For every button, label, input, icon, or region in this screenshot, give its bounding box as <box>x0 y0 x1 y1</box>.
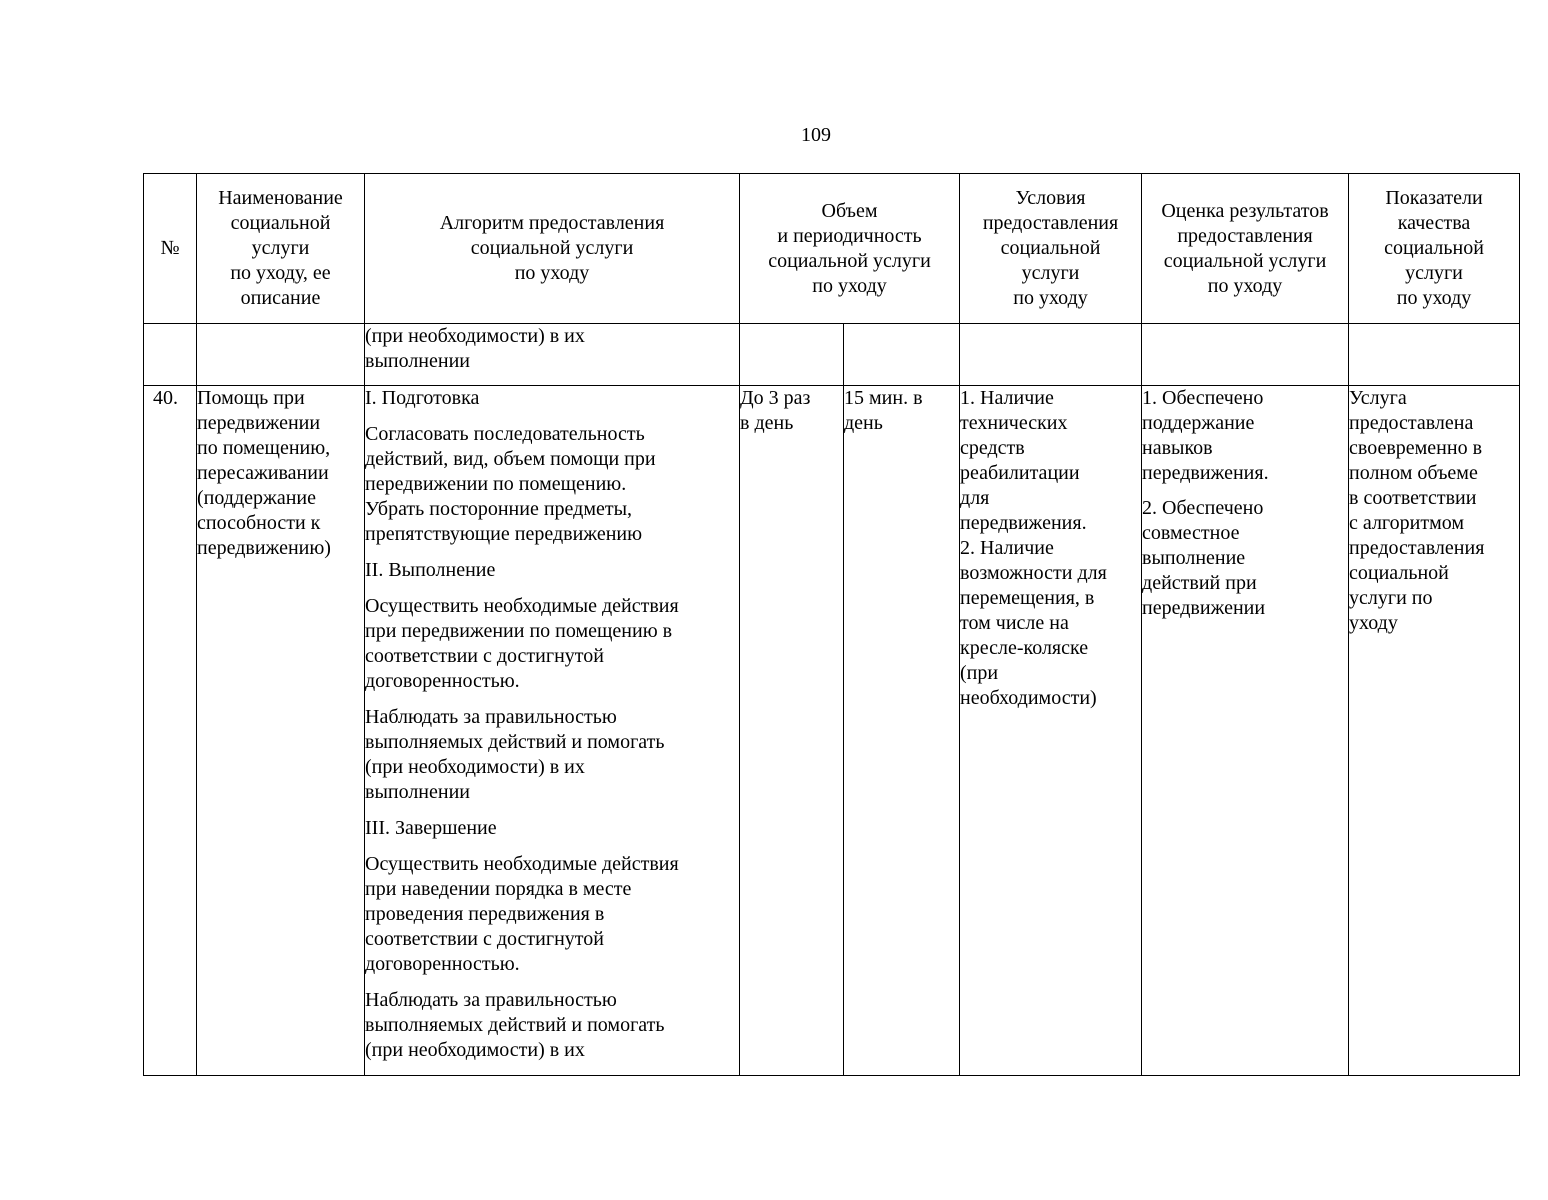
text-line: способности к <box>197 512 321 534</box>
text-line: предоставления <box>982 212 1119 234</box>
cont-periodicity-cell <box>844 324 960 386</box>
paragraph <box>365 594 739 694</box>
service-name-cell <box>197 386 365 1076</box>
text-line: предоставлена <box>1349 412 1474 434</box>
text-line: договоренностью. <box>365 953 520 975</box>
text-line: II. Выполнение <box>365 559 496 581</box>
cont-algorithm-cell <box>365 324 740 386</box>
header-conditions <box>960 174 1142 324</box>
text-line: технических <box>960 412 1068 434</box>
algorithm-cell <box>365 386 740 1076</box>
text-line: средств <box>960 437 1025 459</box>
text-line: Объем <box>821 199 878 222</box>
text-line: своевременно в <box>1349 437 1483 459</box>
text-line: необходимости) <box>960 687 1097 709</box>
header-quality <box>1349 174 1520 324</box>
text-line: Согласовать последовательность <box>365 423 645 445</box>
text-line: (при необходимости) в их <box>365 325 585 347</box>
services-table <box>143 173 1520 1076</box>
volume-cell <box>740 386 844 1076</box>
text-line: выполнении <box>365 781 470 803</box>
table-row <box>144 386 1520 1076</box>
text-line: услуги <box>251 237 310 259</box>
text-line: услуги <box>1405 262 1463 284</box>
text-line: Осуществить необходимые действия <box>365 853 679 875</box>
text-line: по уходу <box>1207 274 1283 297</box>
text-line: предоставления <box>1349 537 1485 559</box>
text-line: социальной <box>1349 562 1449 584</box>
text-line: договоренностью. <box>365 670 520 692</box>
paragraph <box>365 558 739 583</box>
text-line: соответствии с достигнутой <box>365 928 604 950</box>
text-line: выполняемых действий и помогать <box>365 731 665 753</box>
text-line: проведения передвижения в <box>365 903 605 925</box>
text-line: возможности для <box>960 562 1107 584</box>
text-line: передвижения. <box>1142 462 1269 484</box>
text-line: До 3 раз <box>740 387 811 409</box>
text-line: передвижения. <box>960 512 1087 534</box>
text-line: для <box>960 487 990 509</box>
text-line: услуги по <box>1349 587 1433 609</box>
text-line: Наименование <box>218 187 343 209</box>
text-line: (при необходимости) в их <box>365 756 585 778</box>
text-line: Условия <box>1015 187 1086 209</box>
text-line: поддержание <box>1142 412 1255 434</box>
text-line: в день <box>740 412 794 434</box>
text-line: полном объеме <box>1349 462 1478 484</box>
text-line: кресле-коляске <box>960 637 1089 659</box>
text-line: по уходу <box>1396 287 1472 309</box>
text-line: 2. Обеспечено <box>1142 497 1264 519</box>
header-row <box>144 174 1520 324</box>
text-line: передвижении по помещению. <box>365 473 627 495</box>
cont-quality-cell <box>1349 324 1520 386</box>
cont-volume-cell <box>740 324 844 386</box>
paragraph <box>1142 496 1348 621</box>
text-line: действий при <box>1142 572 1257 594</box>
text-line: перемещения, в <box>960 587 1095 609</box>
text-line: предоставления <box>1177 224 1313 247</box>
text-line: с алгоритмом <box>1349 512 1465 534</box>
header-evaluation <box>1142 174 1349 324</box>
quality-cell <box>1349 386 1520 1076</box>
text-line: Осуществить необходимые действия <box>365 595 679 617</box>
text-line: (при необходимости) в их <box>365 1039 585 1061</box>
periodicity-cell <box>844 386 960 1076</box>
text-line: (при <box>960 662 999 684</box>
text-line: выполнении <box>365 350 470 372</box>
text-line: социальной <box>230 212 331 234</box>
text-line: уходу <box>1349 612 1398 634</box>
text-line: препятствующие передвижению <box>365 523 643 545</box>
paragraph <box>365 386 739 411</box>
text-line: качества <box>1397 212 1471 234</box>
header-volume <box>740 174 960 324</box>
text-line: I. Подготовка <box>365 387 480 409</box>
text-line: Убрать посторонние предметы, <box>365 498 633 520</box>
text-line: по уходу <box>514 262 590 284</box>
text-line: навыков <box>1142 437 1213 459</box>
paragraph <box>365 422 739 547</box>
paragraph <box>1142 386 1348 486</box>
text-line: социальной <box>1384 237 1484 259</box>
text-line: 1. Наличие <box>960 387 1054 409</box>
text-line: описание <box>240 287 321 309</box>
text-line: Оценка результатов <box>1161 199 1329 222</box>
text-line: в соответствии <box>1349 487 1477 509</box>
cont-evaluation-cell <box>1142 324 1349 386</box>
text-line: передвижении <box>1142 597 1266 619</box>
text-line: выполнение <box>1142 547 1246 569</box>
header-algorithm <box>365 174 740 324</box>
text-line: при наведении порядка в месте <box>365 878 632 900</box>
row-number: 40. <box>144 386 197 1076</box>
text-line: пересаживании <box>197 462 329 484</box>
text-line: социальной услуги <box>470 237 634 259</box>
text-line: Услуга <box>1349 387 1407 409</box>
text-line: передвижению) <box>197 537 331 559</box>
text-line: услуги <box>1021 262 1080 284</box>
text-line: социальной услуги <box>768 249 931 272</box>
paragraph <box>365 816 739 841</box>
text-line: Наблюдать за правильностью <box>365 989 617 1011</box>
page-number: 109 <box>801 124 831 146</box>
evaluation-cell <box>1142 386 1349 1076</box>
text-line: совместное <box>1142 522 1240 544</box>
text-line: Показатели <box>1385 187 1483 209</box>
cont-number-cell <box>144 324 197 386</box>
continuation-row <box>144 324 1520 386</box>
paragraph <box>365 705 739 805</box>
conditions-cell <box>960 386 1142 1076</box>
text-line: по уходу, ее <box>230 262 331 284</box>
text-line: Наблюдать за правильностью <box>365 706 617 728</box>
cont-name-cell <box>197 324 365 386</box>
header-number: № <box>144 174 197 324</box>
text-line: по помещению, <box>197 437 331 459</box>
paragraph <box>365 852 739 977</box>
text-line: (поддержание <box>197 487 316 509</box>
text-line: день <box>844 412 883 434</box>
text-line: социальной услуги <box>1163 249 1327 272</box>
text-line: выполняемых действий и помогать <box>365 1014 665 1036</box>
text-line: действий, вид, объем помощи при <box>365 448 656 470</box>
header-name <box>197 174 365 324</box>
text-line: и периодичность <box>777 224 922 247</box>
text-line: Помощь при <box>197 387 305 409</box>
text-line: передвижении <box>197 412 321 434</box>
cont-conditions-cell <box>960 324 1142 386</box>
text-line: соответствии с достигнутой <box>365 645 604 667</box>
text-line: по уходу <box>1013 287 1088 309</box>
text-line: 2. Наличие <box>960 537 1054 559</box>
text-line: по уходу <box>812 274 887 297</box>
text-line: Алгоритм предоставления <box>439 212 665 234</box>
text-line: том числе на <box>960 612 1069 634</box>
text-line: реабилитации <box>960 462 1080 484</box>
text-line: при передвижении по помещению в <box>365 620 673 642</box>
text-line: 1. Обеспечено <box>1142 387 1264 409</box>
text-line: социальной <box>1000 237 1101 259</box>
paragraph <box>365 988 739 1063</box>
text-line: III. Завершение <box>365 817 497 839</box>
text-line: 15 мин. в <box>844 387 923 409</box>
